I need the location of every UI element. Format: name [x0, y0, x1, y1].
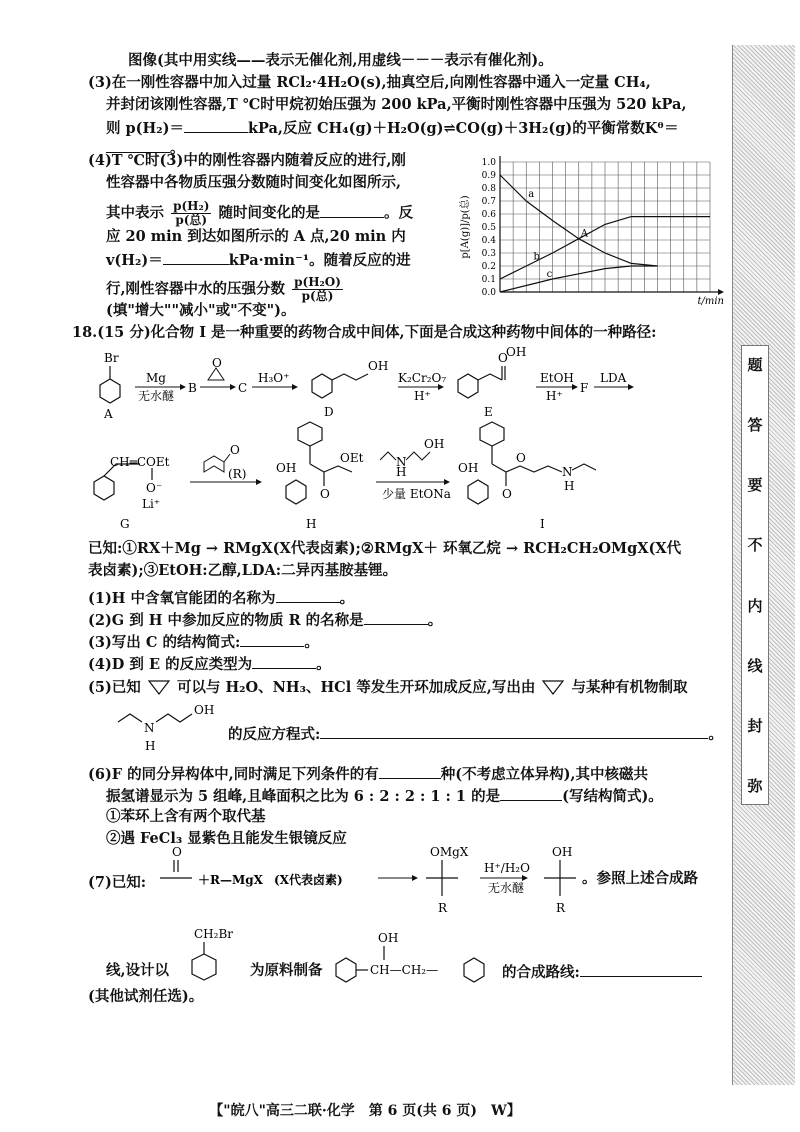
text-seg: 可以与 H₂O、NH₃、HCl 等发生开环加成反应,写出由 [176, 679, 536, 696]
oh-label: OH [458, 461, 479, 475]
oh-label: OH [276, 461, 297, 475]
text-seg: 种(不考虑立体异构),其中核磁共 [440, 766, 648, 783]
text-seg: 的反应方程式: [228, 726, 321, 743]
benzyl-bromide-structure [180, 924, 240, 994]
li-label: Li⁺ [142, 497, 161, 511]
text-seg: 。 [339, 590, 355, 607]
text-seg: kPa·min⁻¹。随着反应的进 [228, 252, 411, 269]
subquestion-3 [88, 632, 319, 652]
condition-1: ①苯环上含有两个取代基 [106, 808, 266, 825]
answer-blank[interactable] [240, 632, 304, 647]
subquestion-6 [88, 764, 648, 784]
reagent: 无水醚 [138, 389, 175, 403]
answer-blank[interactable] [500, 786, 562, 801]
text-seg: 与某种有机物制取 [571, 679, 688, 696]
molecule-A [100, 351, 120, 421]
y-tick-label: 1.0 [481, 158, 496, 168]
reagent: 无水醚 [488, 881, 525, 895]
text-line [106, 250, 411, 270]
arrow-6 [594, 371, 634, 390]
seal-char: 要 [747, 476, 763, 495]
y-tick-label: 0.5 [481, 223, 496, 233]
text-seg: 随时间变化的是 [218, 204, 320, 222]
amine-h: H [145, 739, 156, 753]
text-seg: (2)G 到 H 中参加反应的物质 R 的名称是 [88, 612, 364, 629]
reagent: K₂Cr₂O₇ [398, 371, 447, 385]
text-seg: 。反 [383, 204, 413, 222]
text-line: 线,设计以 [106, 962, 170, 979]
answer-blank[interactable] [252, 654, 316, 669]
arrow-1 [135, 371, 186, 403]
series-label-b: b [533, 251, 540, 263]
answer-blank[interactable] [364, 610, 428, 625]
arrow-3 [252, 371, 298, 390]
oh-label: OH [194, 703, 215, 717]
answer-blank[interactable] [276, 588, 340, 603]
series-label-a: a [528, 189, 535, 200]
y-tick-label: 0.1 [481, 275, 496, 285]
question-18-title: 18.(15 分)化合物 I 是一种重要的药物合成中间体,下面是合成这种药物中间体的一种路径: [72, 324, 657, 341]
y-tick-label: 0.7 [481, 197, 496, 207]
label-B: B [188, 381, 197, 395]
o-label: O [320, 487, 330, 501]
br-label: Br [104, 351, 119, 365]
text-seg: 。 [708, 726, 723, 743]
synthesis-scheme-row1 [80, 340, 730, 422]
label-G: G [120, 517, 130, 531]
amine-n: N [396, 455, 407, 469]
o-label: O [516, 451, 526, 465]
reagent: EtOH [540, 371, 574, 385]
arrow-5 [536, 371, 578, 403]
seal-strip [732, 45, 795, 1085]
label-I: I [540, 517, 545, 531]
oh-label: OH [378, 931, 399, 945]
text-seg: 。 [304, 634, 319, 651]
oh-label: OH [424, 437, 445, 451]
label-D: D [324, 405, 334, 419]
answer-blank[interactable] [379, 764, 441, 779]
text-line [106, 200, 413, 227]
x-axis-label: t/min [697, 296, 724, 307]
text-seg: 振氢谱显示为 5 组峰,且峰面积之比为 6 : 2 : 2 : 1 : 1 的是 [106, 788, 501, 805]
y-tick-label: 0.6 [481, 210, 496, 220]
label-H: H [306, 517, 317, 531]
text-seg: (6)F 的同分异构体中,同时满足下列条件的有 [88, 766, 379, 783]
page-footer: 【"皖八"高三二联·化学 第 6 页(共 6 页) W】 [209, 1103, 521, 1119]
amine-h: H [396, 465, 407, 479]
text-line [106, 118, 679, 138]
epoxide-o: O [212, 356, 222, 370]
text-seg: (3)写出 C 的结构简式: [88, 634, 241, 651]
target-molecule [330, 928, 500, 984]
answer-blank[interactable] [163, 250, 229, 265]
cocoet-label: CH═COEt [110, 455, 170, 469]
text-seg: kPa,反应 CH₄(g)＋H₂O(g)⇌CO(g)＋3H₂(g)的平衡常数Kᶿ＝ [247, 120, 679, 137]
oh-label: OH [368, 359, 389, 373]
subquestion-7-lead: (7)已知: [88, 874, 147, 891]
text-seg: 。 [170, 140, 185, 157]
text-seg: 。 [316, 656, 331, 673]
text-seg: (写结构简式)。 [562, 788, 663, 805]
seal-char: 题 [747, 356, 763, 374]
subquestion-2 [88, 610, 442, 630]
y-tick-label: 0.0 [481, 288, 496, 298]
point-A-label: A [580, 228, 588, 240]
seal-char: 封 [747, 716, 763, 735]
frac-den: p(总) [175, 213, 208, 227]
chain-label: CH—CH₂— [370, 963, 439, 977]
x-axis-arrow [718, 289, 724, 295]
known-info-line: 已知:①RX＋Mg → RMgX(X代表卤素);②RMgX＋ 环氧乙烷 → RCH₂CH₂OMgX(X代 [88, 540, 682, 557]
text-seg: 行,刚性容器中水的压强分数 [106, 280, 286, 298]
fraction-h2o [292, 276, 343, 303]
seal-char: 内 [747, 596, 763, 615]
text-seg: 。 [427, 612, 443, 629]
epoxide-icon [146, 678, 172, 698]
synthesis-scheme-row2 [80, 420, 730, 532]
frac-den: p(总) [301, 289, 334, 303]
text-seg: 的合成路线: [502, 964, 580, 981]
fraction-h2 [171, 200, 211, 227]
o-label: O [172, 845, 182, 859]
text-seg: (5)已知 [88, 679, 141, 696]
reagent: LDA [600, 371, 627, 385]
y-tick-label: 0.2 [481, 262, 496, 272]
series-label-c: c [546, 268, 553, 280]
label-C: C [238, 381, 248, 395]
ch2br-label: CH₂Br [194, 927, 234, 941]
text-line [106, 276, 345, 303]
text-line: (其他试剂任选)。 [88, 988, 204, 1005]
text-line: 为原料制备 [250, 962, 323, 979]
y-tick-label: 0.4 [481, 236, 496, 246]
text-seg: (4)D 到 E 的反应类型为 [88, 656, 253, 673]
molecule-G [94, 455, 170, 531]
note: (X代表卤素) [274, 873, 343, 887]
r-label: R [556, 901, 566, 915]
known-info-line: 表卤素);③EtOH:乙醇,LDA:二异丙基胺基锂。 [88, 562, 398, 579]
condition-2: ②遇 FeCl₃ 显紫色且能发生银镜反应 [106, 830, 347, 847]
reagent: (R) [228, 467, 247, 481]
answer-blank[interactable] [580, 962, 702, 977]
y-axis-label: p[A(g)]/p(总) [460, 195, 471, 259]
ominus-label: O⁻ [146, 481, 163, 495]
reagent: 少量 EtONa [382, 487, 451, 501]
text-seg: 则 p(H₂)＝ [106, 120, 184, 137]
arrow-2 [200, 356, 236, 390]
grignard-text: ＋R—MgX [198, 873, 263, 887]
text-line: (填"增大""减小"或"不变")。 [106, 302, 296, 319]
answer-blank[interactable] [106, 138, 170, 153]
text-line: 应 20 min 到达如图所示的 A 点,20 min 内 [106, 228, 406, 245]
arrow-8 [376, 437, 451, 501]
molecule-E [458, 345, 526, 419]
reagent: H₃O⁺ [258, 371, 290, 385]
text-line: 性容器中各物质压强分数随时间变化如图所示, [106, 174, 402, 191]
o-label: O [502, 487, 512, 501]
subquestion-1 [88, 588, 354, 608]
text-line: (4)T ℃时(3)中的刚性容器内随着反应的进行,刚 [88, 152, 406, 169]
amine-n: N [144, 721, 155, 735]
oh-label: OH [552, 845, 573, 859]
answer-blank[interactable] [320, 724, 708, 739]
omgx-label: OMgX [430, 845, 469, 859]
grignard-reaction-scheme [150, 842, 630, 922]
seal-char: 线 [747, 656, 763, 675]
text-line: 并封闭该刚性容器,T ℃时甲烷初始压强为 200 kPa,平衡时刚性容器中压强为 520 kPa, [106, 96, 687, 113]
seal-char: 不 [747, 536, 763, 555]
text-line [106, 786, 663, 806]
text-line: 图像(其中用实线——表示无催化剂,用虚线－－－表示有催化剂)。 [128, 52, 553, 69]
molecule-I [458, 422, 596, 531]
text-line [502, 962, 702, 982]
o-label: O [498, 351, 508, 365]
label-F: F [580, 381, 589, 395]
pressure-fraction-chart [458, 150, 728, 310]
seal-char: 弥 [747, 776, 763, 795]
answer-blank[interactable] [184, 118, 248, 133]
reagent: H⁺/H₂O [484, 861, 530, 875]
subquestion-4 [88, 654, 331, 674]
reagent: Mg [146, 371, 166, 385]
answer-blank[interactable] [320, 203, 384, 218]
oet-label: OEt [340, 451, 364, 465]
frac-num: p(H₂O) [294, 275, 341, 289]
arrow-4 [398, 371, 446, 403]
reagent: O [230, 443, 240, 457]
seal-text-box [741, 345, 769, 805]
seal-char: 答 [747, 416, 763, 435]
subquestion-5-equation [228, 724, 723, 744]
y-tick-label: 0.9 [481, 171, 496, 181]
reagent: H⁺ [546, 389, 563, 403]
label-A: A [104, 407, 113, 421]
text-seg: 其中表示 [106, 204, 164, 222]
molecule-H [276, 422, 364, 531]
oh-label: OH [506, 345, 527, 359]
text-seg: v(H₂)＝ [106, 252, 163, 269]
label-E: E [484, 405, 493, 419]
amine-n: N [562, 465, 573, 479]
aminoethanol-structure [110, 702, 230, 760]
epoxide-icon [540, 678, 566, 698]
text-seg: (1)H 中含氧官能团的名称为 [88, 590, 276, 607]
arrow-7 [190, 443, 262, 485]
y-tick-label: 0.3 [481, 249, 496, 259]
y-tick-label: 0.8 [481, 184, 496, 194]
text-line: (3)在一刚性容器中加入过量 RCl₂·4H₂O(s),抽真空后,向刚性容器中通入一定量 CH₄, [88, 74, 651, 91]
amine-h: H [564, 479, 575, 493]
subquestion-5 [88, 678, 687, 698]
molecule-D [312, 359, 388, 419]
r-label: R [438, 901, 448, 915]
text-line: 。参照上述合成路 [582, 870, 698, 887]
reagent: H⁺ [414, 389, 431, 403]
frac-num: p(H₂) [173, 199, 210, 213]
